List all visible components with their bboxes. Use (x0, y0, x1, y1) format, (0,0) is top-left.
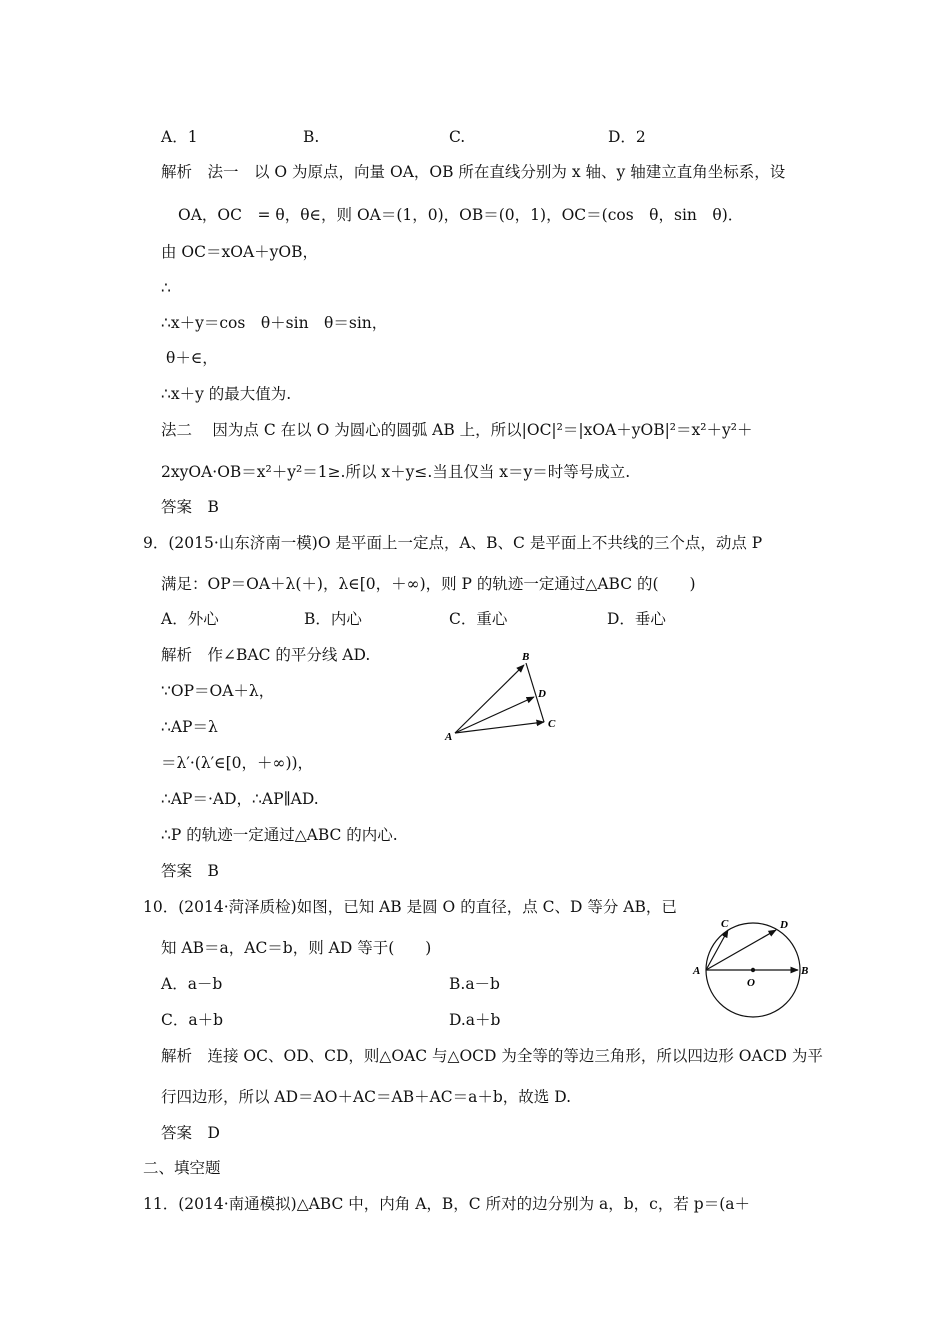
q10-circle-figure (688, 912, 818, 1054)
label-c: C (548, 718, 556, 730)
label-d: D (538, 688, 546, 700)
q9-triangle-figure (440, 645, 570, 745)
q8-option-d: D．2 (608, 128, 646, 146)
q9-solution-line: ∵OP＝OA＋λ， (161, 682, 275, 700)
label-c: C (721, 918, 729, 930)
q10-stem-line: 10．(2014·菏泽质检)如图，已知 AB 是圆 O 的直径，点 C、D 等分 AB，已 (143, 898, 677, 916)
q9-solution-line: 解析 作∠BAC 的平分线 AD. (161, 646, 371, 664)
q9-option-c: C．重心 (449, 610, 508, 628)
q9-solution-line: ∴AP＝·AD，∴AP∥AD. (161, 790, 319, 808)
q8-option-a: A．1 (161, 128, 198, 146)
q8-solution-line: ∴ (161, 279, 171, 297)
q8-solution-line: 2xyOA·OB＝x²＋y²＝1≥.所以 x＋y≤.当且仅当 x＝y＝时等号成立. (161, 463, 631, 481)
q8-option-b: B. (303, 128, 320, 146)
q10-solution-line: 解析 连接 OC、OD、CD，则△OAC 与△OCD 为全等的等边三角形，所以四边形 OACD 为平 (161, 1047, 823, 1065)
q9-option-d: D．垂心 (607, 610, 666, 628)
q8-solution-line: 解析 法一 以 O 为原点，向量 OA，OB 所在直线分别为 x 轴、y 轴建立直角坐标系，设 (161, 163, 786, 181)
q8-solution-line: ∴x＋y 的最大值为. (161, 385, 292, 403)
q10-option-d: D.a＋b (449, 1011, 501, 1029)
label-a: A (445, 731, 453, 743)
q9-option-b: B．内心 (304, 610, 362, 628)
q9-answer: 答案 B (161, 862, 219, 880)
q8-option-c: C. (449, 128, 466, 146)
label-a: A (693, 965, 701, 977)
q8-answer: 答案 B (161, 498, 219, 516)
q10-answer: 答案 D (161, 1124, 220, 1142)
q9-stem-line: 满足：OP＝OA＋λ(＋)，λ∈[0，＋∞)，则 P 的轨迹一定通过△ABC 的( ) (161, 575, 696, 593)
q10-solution-line: 行四边形，所以 AD＝AO＋AC＝AB＋AC＝a＋b，故选 D. (161, 1088, 572, 1106)
q11-stem-line: 11．(2014·南通模拟)△ABC 中，内角 A，B，C 所对的边分别为 a，b，c，若 p＝(a＋ (143, 1195, 750, 1213)
center-point (751, 968, 755, 972)
q10-option-a: A．a－b (161, 975, 223, 993)
q9-solution-line: ＝λ′·(λ′∈[0，＋∞))， (161, 754, 314, 772)
q9-stem-line: 9．(2015·山东济南一模)O 是平面上一定点，A、B、C 是平面上不共线的三个点，动点 P (143, 534, 763, 552)
q9-option-a: A．外心 (161, 610, 219, 628)
q8-solution-line: θ＋∈， (166, 349, 218, 367)
q9-solution-line: ∴P 的轨迹一定通过△ABC 的内心. (161, 826, 398, 844)
label-b: B (801, 965, 809, 977)
label-b: B (522, 651, 530, 663)
q9-solution-line: ∴AP＝λ (161, 718, 218, 736)
label-o: O (747, 977, 755, 989)
q8-solution-line: 由 OC＝xOA＋yOB， (161, 243, 318, 261)
vector-ab (455, 665, 524, 733)
q10-option-c: C．a＋b (161, 1011, 224, 1029)
q8-solution-line: ∴x＋y＝cos θ＋sin θ＝sin， (161, 314, 388, 332)
q10-stem-line: 知 AB＝a，AC＝b，则 AD 等于( ) (161, 939, 432, 957)
q8-solution-line: OA，OC = θ，θ∈，则 OA＝(1，0)，OB＝(0，1)，OC＝(cos θ，sin θ)． (178, 206, 744, 224)
q10-option-b: B.a－b (449, 975, 500, 993)
section-heading: 二、填空题 (143, 1159, 221, 1177)
q8-solution-line: 法二 因为点 C 在以 O 为圆心的圆弧 AB 上，所以|OC|²＝|xOA＋yOB|²＝x²＋y²＋ (161, 421, 753, 439)
label-d: D (780, 919, 788, 931)
